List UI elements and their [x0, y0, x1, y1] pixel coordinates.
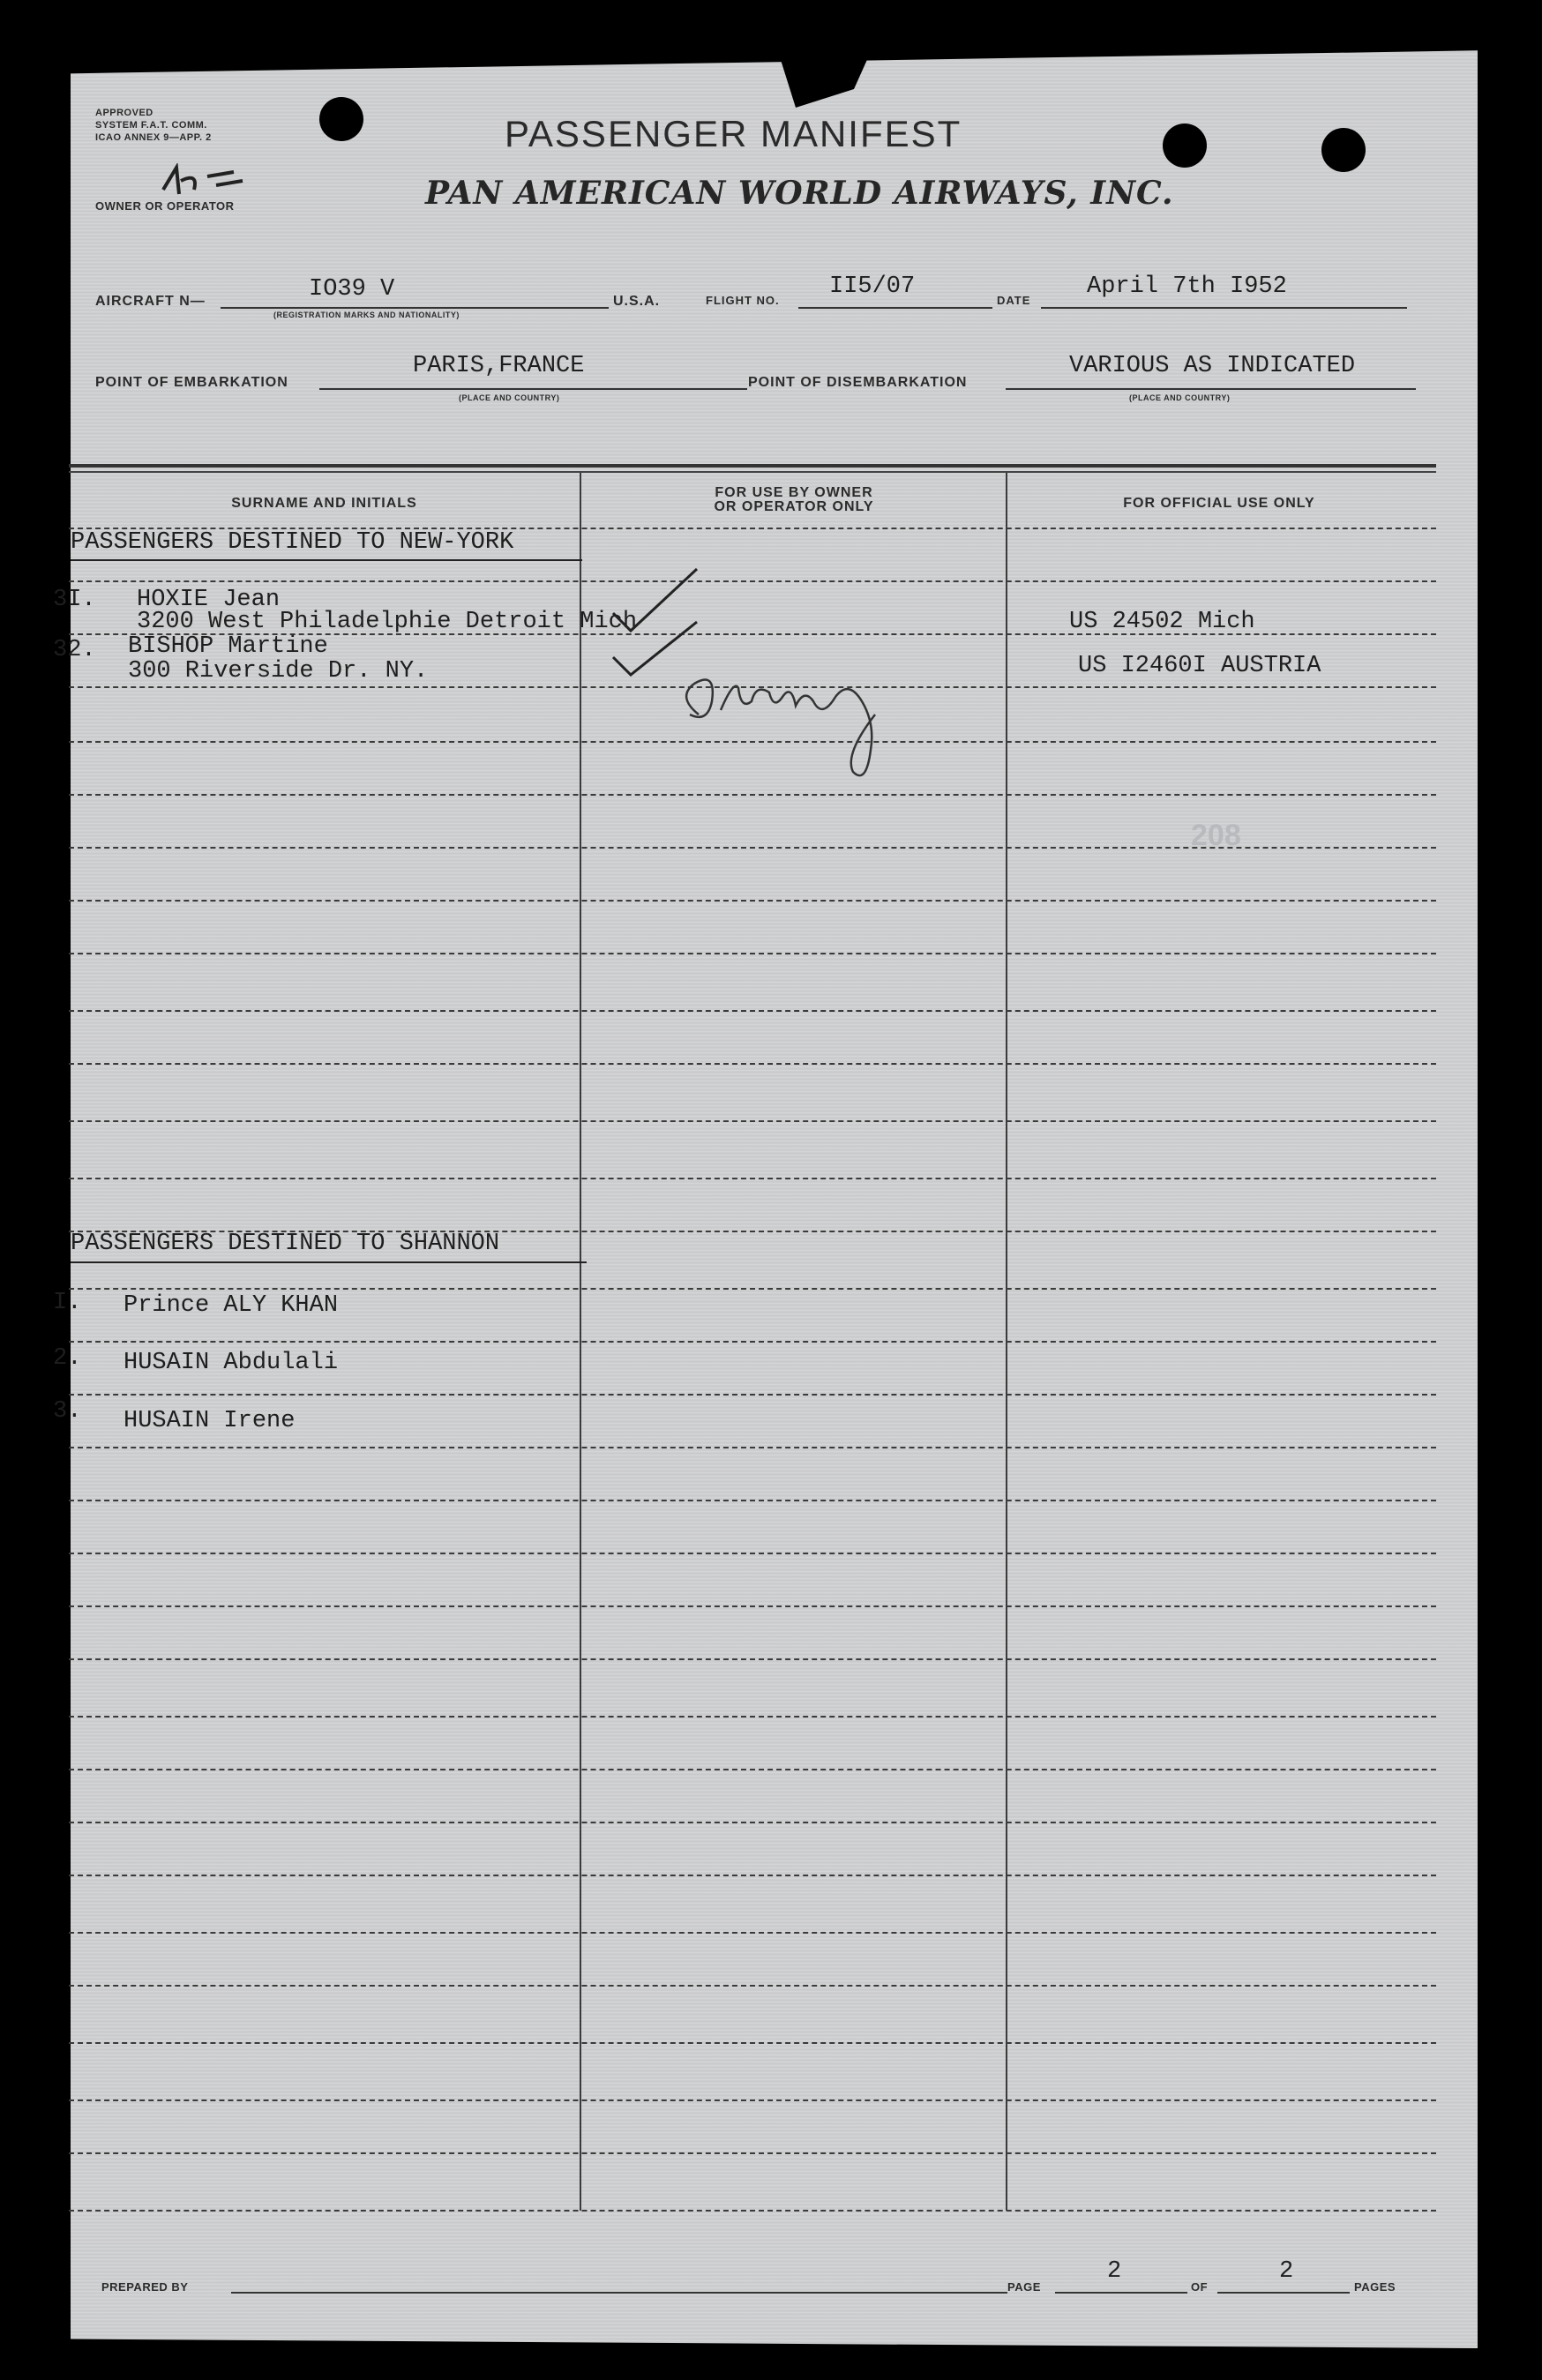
manifest-sheet — [71, 46, 1478, 2348]
disembarkation-sublabel: (PLACE AND COUNTRY) — [1129, 393, 1231, 402]
table-top-rule-2 — [69, 471, 1436, 473]
embarkation-value: PARIS,FRANCE — [413, 353, 585, 379]
column-header-owner-line-2: OR OPERATOR ONLY — [714, 499, 874, 514]
passenger-name: HUSAIN Irene — [124, 1408, 296, 1434]
page-underline — [1055, 2292, 1187, 2294]
owner-signature-mark — [154, 163, 251, 203]
aircraft-label: AIRCRAFT N— — [95, 294, 206, 309]
manifest-title: PASSENGER MANIFEST — [505, 113, 962, 154]
faint-stamp-number: 208 — [1191, 819, 1241, 852]
passenger-address: 300 Riverside Dr. NY. — [128, 658, 429, 685]
approval-line-2: SYSTEM F.A.T. COMM. — [95, 120, 207, 131]
embarkation-underline — [319, 388, 747, 390]
column-header-owner-line-1: FOR USE BY OWNER — [715, 485, 873, 500]
usa-label: U.S.A. — [613, 294, 661, 309]
passenger-address: 3200 West Philadelphie Detroit Mich — [137, 609, 638, 635]
table-top-rule — [69, 464, 1436, 468]
punch-hole-left — [319, 97, 363, 141]
passenger-official-entry: US 24502 Mich — [1069, 609, 1255, 635]
date-underline — [1041, 307, 1407, 309]
passenger-number: 2. — [53, 1345, 82, 1372]
airline-name: PAN AMERICAN WORLD AIRWAYS, INC. — [425, 175, 1174, 212]
flight-label: FLIGHT NO. — [706, 294, 780, 307]
page-number: 2 — [1107, 2258, 1122, 2285]
section-heading-new-york: PASSENGERS DESTINED TO NEW-YORK — [71, 529, 514, 556]
flight-value: II5/07 — [829, 273, 916, 300]
prepared-by-underline — [231, 2292, 1007, 2294]
disembarkation-underline — [1006, 388, 1416, 390]
section-heading-shannon: PASSENGERS DESTINED TO SHANNON — [71, 1231, 500, 1257]
of-underline — [1217, 2292, 1350, 2294]
of-label: OF — [1191, 2280, 1209, 2294]
embarkation-label: POINT OF EMBARKATION — [95, 375, 288, 390]
column-header-official: FOR OFFICIAL USE ONLY — [1123, 496, 1315, 511]
punch-hole-right-1 — [1163, 123, 1207, 168]
aircraft-underline — [221, 307, 609, 309]
handwritten-initials — [672, 662, 902, 794]
aircraft-sublabel: (REGISTRATION MARKS AND NATIONALITY) — [273, 311, 460, 319]
aircraft-value: IO39 V — [309, 276, 395, 303]
disembarkation-label: POINT OF DISEMBARKATION — [748, 375, 968, 390]
passenger-number: 32. — [53, 637, 96, 663]
owner-operator-label: OWNER OR OPERATOR — [95, 199, 235, 213]
flight-underline — [798, 307, 992, 309]
disembarkation-value: VARIOUS AS INDICATED — [1069, 353, 1356, 379]
embarkation-sublabel: (PLACE AND COUNTRY) — [459, 393, 560, 402]
section-heading-underline — [71, 1261, 587, 1263]
passenger-number: 3. — [53, 1398, 82, 1425]
page-label: PAGE — [1007, 2280, 1041, 2294]
date-value: April 7th I952 — [1087, 273, 1287, 300]
passenger-number: I. — [53, 1290, 82, 1316]
passenger-name: HUSAIN Abdulali — [124, 1350, 339, 1376]
passenger-official-entry: US I2460I AUSTRIA — [1078, 653, 1321, 679]
column-header-surname: SURNAME AND INITIALS — [231, 496, 417, 511]
approval-line-3: ICAO ANNEX 9—APP. 2 — [95, 132, 212, 143]
pages-label: PAGES — [1354, 2280, 1396, 2294]
passenger-name: BISHOP Martine — [128, 633, 328, 660]
prepared-by-label: PREPARED BY — [101, 2280, 189, 2294]
approval-line-1: APPROVED — [95, 108, 153, 118]
section-heading-underline — [71, 559, 582, 561]
passenger-name: Prince ALY KHAN — [124, 1292, 339, 1319]
date-label: DATE — [997, 294, 1031, 307]
passenger-name: HOXIE Jean — [137, 587, 281, 613]
passenger-number: 3I. — [53, 587, 96, 613]
total-pages: 2 — [1279, 2258, 1294, 2285]
punch-hole-right-2 — [1321, 128, 1366, 172]
